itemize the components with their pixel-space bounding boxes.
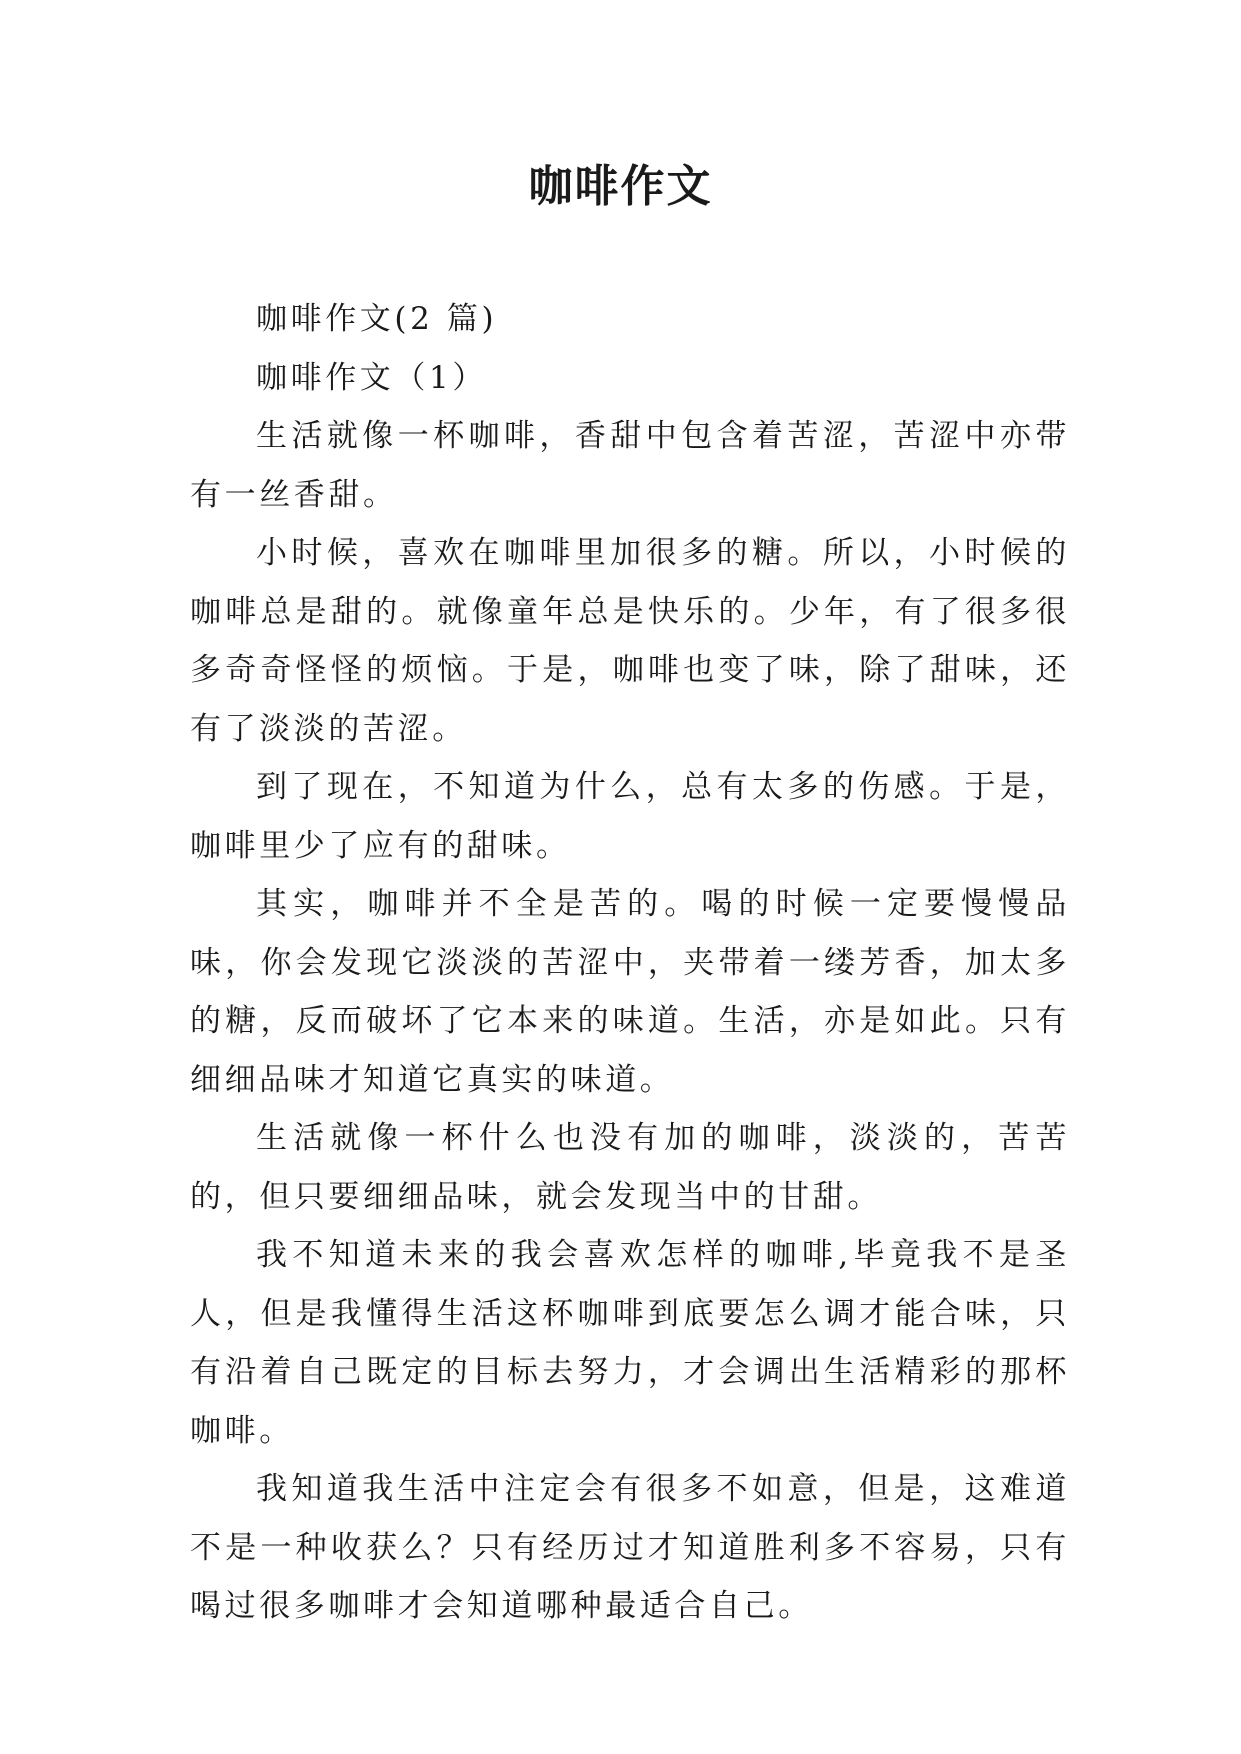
- document-body: [190, 290, 1070, 1636]
- paragraph: 生活就像一杯咖啡，香甜中包含着苦涩，苦涩中亦带有一丝香甜。: [190, 418, 1070, 513]
- paragraph: 小时候，喜欢在咖啡里加很多的糖。所以，小时候的咖啡总是甜的。就像童年总是快乐的。少年，有了很多很多奇奇怪怪的烦恼。于是，咖啡也变了味，除了甜味，还有了淡淡的苦涩。: [190, 535, 1070, 747]
- paragraph: 生活就像一杯什么也没有加的咖啡，淡淡的，苦苦的，但只要细细品味，就会发现当中的甘甜。: [190, 1120, 1070, 1215]
- paragraph: 其实，咖啡并不全是苦的。喝的时候一定要慢慢品味，你会发现它淡淡的苦涩中，夹带着一缕芳香，加太多的糖，反而破坏了它本来的味道。生活，亦是如此。只有细细品味才知道它真实的味道。: [190, 886, 1070, 1098]
- paragraph-collection-heading: 咖啡作文(2 篇): [256, 301, 498, 337]
- paragraph-essay-heading: 咖啡作文（1）: [256, 359, 487, 396]
- paragraph: 我知道我生活中注定会有很多不如意，但是，这难道不是一种收获么？只有经历过才知道胜利多不容易，只有喝过很多咖啡才会知道哪种最适合自己。: [190, 1471, 1070, 1624]
- paragraph: 到了现在，不知道为什么，总有太多的伤感。于是，咖啡里少了应有的甜味。: [190, 769, 1070, 864]
- document-title: 咖啡作文: [528, 161, 713, 212]
- paragraph: 我不知道未来的我会喜欢怎样的咖啡,毕竟我不是圣人，但是我懂得生活这杯咖啡到底要怎么调才能合味，只有沿着自己既定的目标去努力，才会调出生活精彩的那杯咖啡。: [190, 1237, 1070, 1449]
